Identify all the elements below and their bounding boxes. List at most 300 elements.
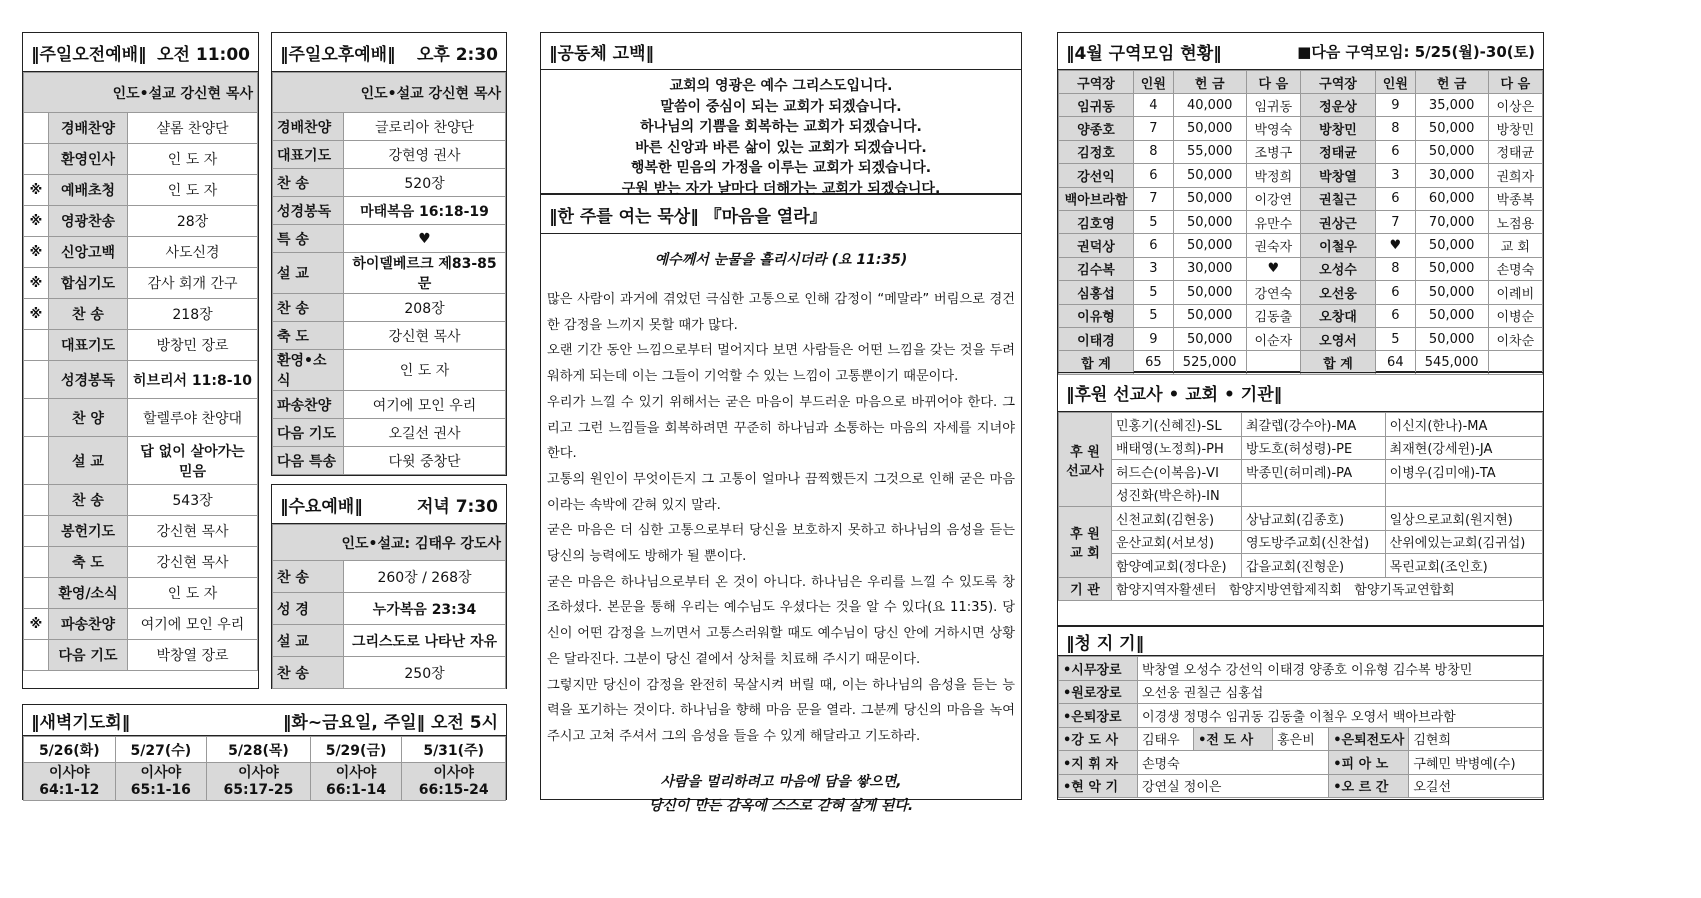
morning-row-value: 히브리서 11:8-10: [128, 361, 258, 399]
dawn-date: 5/28(목): [207, 737, 311, 763]
morning-row-label: 영광찬송: [49, 206, 128, 237]
mission-header: [1058, 372, 1543, 412]
afternoon-row: [273, 447, 506, 475]
district-cell: 이강연: [1246, 187, 1300, 210]
district-row: [1059, 164, 1543, 187]
mission-title: ‖후원 선교사 • 교회 • 기관‖: [1066, 384, 1283, 405]
district-cell: 권칠근: [1300, 187, 1375, 210]
morning-row-mark: ※: [24, 268, 49, 299]
wednesday-row-value: 누가복음 23:34: [344, 593, 506, 625]
afternoon-row-label: 다음 특송: [273, 447, 344, 475]
district-cell: 양종호: [1059, 117, 1134, 140]
confession-line: 하나님의 기쁨을 회복하는 교회가 되겠습니다.: [640, 119, 922, 135]
district-title: ‖4월 구역모임 현황‖: [1066, 43, 1222, 64]
afternoon-row: [273, 141, 506, 169]
district-column-header: 헌 금: [1415, 71, 1488, 94]
meditation-title: ‖한 주를 여는 묵상‖ 『마음을 열라』: [549, 206, 827, 227]
district-cell: 이차순: [1488, 327, 1542, 350]
staff-value: 오길선: [1409, 774, 1543, 798]
morning-row-mark: [24, 547, 49, 578]
morning-row: [24, 547, 258, 578]
district-column-header: 구역장: [1059, 71, 1134, 94]
afternoon-service-title: ‖주일오후예배‖: [280, 44, 396, 65]
district-cell: 오선웅: [1300, 281, 1375, 304]
staff-label: •전 도 사: [1194, 727, 1273, 751]
district-cell: 5: [1134, 304, 1174, 327]
confession-line: 교회의 영광은 예수 그리스도입니다.: [669, 78, 893, 94]
district-cell: 6: [1375, 140, 1415, 163]
meditation-panel: [540, 194, 1022, 814]
morning-row-label: 환영/소식: [49, 578, 128, 609]
afternoon-row-value: 208장: [344, 294, 506, 322]
morning-row: [24, 361, 258, 399]
morning-row: [24, 268, 258, 299]
dawn-verse: 65:17-25: [223, 781, 294, 798]
staff-value: 박창열 오성수 강선익 이태경 양종호 이유형 김수복 방창민: [1138, 657, 1543, 681]
dawn-date-row: [24, 737, 506, 763]
staff-value: 김현희: [1409, 727, 1543, 751]
afternoon-row-value: 다윗 중창단: [344, 447, 506, 475]
afternoon-service-panel: [271, 32, 507, 476]
afternoon-row: [273, 225, 506, 253]
staff-row: [1059, 774, 1543, 798]
morning-row-value: 인 도 자: [128, 144, 258, 175]
missionary-cell: 박종민(허미례)-PA: [1242, 460, 1386, 484]
district-row: [1059, 94, 1543, 117]
morning-row: [24, 299, 258, 330]
wednesday-row-label: 찬 송: [273, 657, 344, 689]
confession-line: 바른 신앙과 바른 삶이 있는 교회가 되겠습니다.: [635, 139, 927, 156]
wednesday-service-header: [272, 485, 506, 524]
morning-service-header: [23, 33, 258, 72]
morning-row-value: 할렐루야 찬양대: [128, 399, 258, 437]
confession-lines: [541, 70, 1021, 199]
dawn-book: 이사야: [48, 764, 90, 781]
morning-row-value: 여기에 모인 우리: [128, 609, 258, 640]
staff-panel: [1057, 626, 1544, 800]
district-cell: 50,000: [1415, 257, 1488, 280]
morning-row-mark: [24, 485, 49, 516]
district-cell: 이순자: [1246, 327, 1300, 350]
afternoon-row: [273, 391, 506, 419]
confession-title: ‖공동체 고백‖: [549, 43, 655, 64]
meditation-paragraph: 우리가 느낄 수 있기 위해서는 굳은 마음이 부드러운 마음으로 바뀌어야 한다. 그리고 그런 느낌들을 회복하려면 꾸준히 하나님과 소통하는 마음의 자세를 지녀야 한다.: [547, 394, 1015, 462]
district-column-header: 인원: [1134, 71, 1174, 94]
org-label: 기 관: [1059, 577, 1112, 601]
afternoon-row-label: 설 교: [273, 253, 344, 294]
district-header: [1058, 33, 1543, 70]
district-cell: 6: [1375, 304, 1415, 327]
wednesday-leader: 인도•설교: 김태우 강도사: [273, 525, 506, 561]
district-cell: 70,000: [1415, 210, 1488, 233]
afternoon-row-label: 파송찬양: [273, 391, 344, 419]
afternoon-row-label: 환영•소식: [273, 350, 344, 391]
district-cell: 김수복: [1059, 257, 1134, 280]
morning-row-label: 설 교: [49, 437, 128, 485]
wednesday-row-label: 찬 송: [273, 561, 344, 593]
wednesday-service-time: 저녁 7:30: [416, 496, 498, 517]
afternoon-row-label: 찬 송: [273, 169, 344, 197]
district-cell: 50,000: [1415, 117, 1488, 140]
org-list: 함양지역자활센터 함양지방연합제직회 함양기독교연합회: [1112, 577, 1543, 601]
district-cell: 50,000: [1173, 234, 1246, 257]
afternoon-row: [273, 253, 506, 294]
dawn-date: 5/31(주): [402, 737, 506, 763]
morning-row-label: 봉헌기도: [49, 516, 128, 547]
church-cell: 상남교회(김종호): [1242, 507, 1386, 531]
district-cell: 조병구: [1246, 140, 1300, 163]
confession-panel: [540, 32, 1022, 197]
dawn-reading: [24, 763, 116, 801]
dawn-verse: 66:1-14: [325, 781, 387, 798]
confession-line: 행복한 믿음의 가정을 이루는 교회가 되겠습니다.: [630, 160, 932, 176]
afternoon-row-label: 경배찬양: [273, 113, 344, 141]
district-cell: 방창민: [1488, 117, 1542, 140]
morning-row-value: 방창민 장로: [128, 330, 258, 361]
dawn-reading-row: [24, 763, 506, 801]
district-cell: 8: [1134, 140, 1174, 163]
missionary-row: [1059, 460, 1543, 484]
church-cell: 갑을교회(진형운): [1242, 554, 1386, 578]
staff-label: •오 르 간: [1329, 774, 1409, 798]
district-cell: 오성수: [1300, 257, 1375, 280]
morning-row-value: 감사 회개 간구: [128, 268, 258, 299]
missionary-row: [1059, 483, 1543, 507]
dawn-date: 5/27(수): [115, 737, 207, 763]
staff-header: [1058, 627, 1543, 656]
dawn-verse: 66:15-24: [418, 781, 489, 798]
district-cell: 김호영: [1059, 210, 1134, 233]
district-cell: 35,000: [1415, 94, 1488, 117]
afternoon-row: [273, 322, 506, 350]
staff-label: •은퇴장로: [1059, 704, 1138, 728]
dawn-verse: 64:1-12: [39, 781, 100, 798]
district-cell: 합 계: [1059, 351, 1134, 374]
district-cell: 50,000: [1415, 304, 1488, 327]
morning-row-mark: [24, 113, 49, 144]
morning-row: [24, 485, 258, 516]
morning-row: [24, 516, 258, 547]
district-cell: ♥: [1375, 234, 1415, 257]
dawn-date: 5/26(화): [24, 737, 116, 763]
staff-label: •지 휘 자: [1059, 751, 1138, 775]
dawn-book: 이사야: [238, 764, 279, 781]
afternoon-row-label: 다음 기도: [273, 419, 344, 447]
district-cell: 권숙자: [1246, 234, 1300, 257]
meditation-paragraph: 많은 사람이 과거에 겪었던 극심한 고통으로 인해 감정이 “메말라” 버림으로 경건한 감정을 느끼지 못할 때가 많다.: [547, 292, 1015, 333]
morning-row-mark: ※: [24, 237, 49, 268]
wednesday-row: [273, 625, 506, 657]
dawn-prayer-header: [23, 705, 506, 736]
district-cell: 방창민: [1300, 117, 1375, 140]
district-cell: 오영서: [1300, 327, 1375, 350]
morning-row-value: 543장: [128, 485, 258, 516]
afternoon-service-header: [272, 33, 506, 72]
district-cell: 40,000: [1173, 94, 1246, 117]
morning-row-mark: [24, 437, 49, 485]
district-cell: 정태균: [1300, 140, 1375, 163]
meditation-body: [541, 287, 1021, 750]
district-cell: 64: [1375, 351, 1415, 374]
missionary-cell: 방도호(허성령)-PE: [1242, 436, 1386, 460]
morning-row-mark: [24, 578, 49, 609]
missionary-cell: [1242, 483, 1386, 507]
meditation-paragraph: 그렇지만 당신이 감정을 완전히 묵살시켜 버릴 때, 이는 하나님의 음성을 듣는 능력을 포기하는 것이다. 하나님을 향해 마음 문을 열라. 그분께 당신의 마음을 녹여주시고 고쳐 주셔서 그의 음성을 들을 수 있게 해달라고 기도하라.: [547, 677, 1015, 744]
morning-row-value: 답 없이 살아가는 믿음: [128, 437, 258, 485]
dawn-book: 이사야: [335, 764, 377, 781]
district-row: [1059, 140, 1543, 163]
church-cell: 산위에있는교회(김귀섭): [1385, 530, 1542, 554]
church-row: [1059, 554, 1543, 578]
district-cell: 심홍섭: [1059, 281, 1134, 304]
district-row: [1059, 117, 1543, 140]
district-cell: 권덕상: [1059, 234, 1134, 257]
confession-header: [541, 33, 1021, 70]
church-cell: 신천교회(김현웅): [1112, 507, 1242, 531]
afternoon-row-value: ♥: [344, 225, 506, 253]
morning-row-mark: ※: [24, 609, 49, 640]
district-panel: [1057, 32, 1544, 372]
missionary-cell: 이병우(김미애)-TA: [1385, 460, 1542, 484]
district-cell: 9: [1375, 94, 1415, 117]
afternoon-row-label: 특 송: [273, 225, 344, 253]
district-row: [1059, 304, 1543, 327]
district-cell: 50,000: [1173, 304, 1246, 327]
afternoon-row-value: 520장: [344, 169, 506, 197]
district-column-header: 구역장: [1300, 71, 1375, 94]
morning-leader: 인도•설교 강신현 목사: [24, 73, 258, 113]
morning-row-mark: [24, 399, 49, 437]
morning-row-value: 박창열 장로: [128, 640, 258, 671]
staff-label: •시무장로: [1059, 657, 1138, 681]
district-cell: 박영숙: [1246, 117, 1300, 140]
staff-value: 이경생 정명수 임귀동 김동출 이철우 오영서 백아브라함: [1138, 704, 1543, 728]
afternoon-row: [273, 113, 506, 141]
district-cell: 정운상: [1300, 94, 1375, 117]
mission-table: [1058, 412, 1543, 601]
district-cell: 55,000: [1173, 140, 1246, 163]
district-cell: 6: [1134, 164, 1174, 187]
district-table: [1058, 70, 1543, 375]
missionary-row: [1059, 436, 1543, 460]
morning-row-label: 예배초청: [49, 175, 128, 206]
district-cell: 이상은: [1488, 94, 1542, 117]
district-cell: 강연숙: [1246, 281, 1300, 304]
morning-row: [24, 113, 258, 144]
district-cell: 노점용: [1488, 210, 1542, 233]
district-cell: 50,000: [1173, 327, 1246, 350]
afternoon-row-value: 마태복음 16:18-19: [344, 197, 506, 225]
district-cell: 50,000: [1173, 117, 1246, 140]
district-cell: 백아브라함: [1059, 187, 1134, 210]
district-cell: 유만수: [1246, 210, 1300, 233]
wednesday-row: [273, 593, 506, 625]
district-cell: 오창대: [1300, 304, 1375, 327]
missionary-cell: 이신지(한나)-MA: [1385, 413, 1542, 437]
morning-row: [24, 237, 258, 268]
district-cell: 6: [1375, 281, 1415, 304]
closing-line-2: 당신이 만든 감옥에 스스로 갇혀 살게 된다.: [648, 797, 914, 814]
morning-row-value: 사도신경: [128, 237, 258, 268]
district-column-header: 헌 금: [1173, 71, 1246, 94]
staff-row: [1059, 727, 1543, 751]
afternoon-service-time: 오후 2:30: [416, 44, 498, 65]
morning-row-label: 찬 송: [49, 485, 128, 516]
afternoon-row-label: 찬 송: [273, 294, 344, 322]
district-cell: 6: [1134, 234, 1174, 257]
confession-line: 말씀이 중심이 되는 교회가 되겠습니다.: [660, 98, 902, 115]
morning-service-panel: [22, 32, 259, 689]
afternoon-row-value: 강신현 목사: [344, 322, 506, 350]
morning-row-label: 축 도: [49, 547, 128, 578]
dawn-verse: 65:1-16: [130, 781, 191, 798]
morning-row-mark: [24, 144, 49, 175]
district-cell: ♥: [1246, 257, 1300, 280]
morning-row-label: 찬 양: [49, 399, 128, 437]
wednesday-row-label: 설 교: [273, 625, 344, 657]
district-cell: 5: [1134, 210, 1174, 233]
wednesday-order-table: [272, 524, 506, 689]
morning-row-value: 샬롬 찬양단: [128, 113, 258, 144]
dawn-prayer-time: ‖화~금요일, 주일‖ 오전 5시: [282, 712, 498, 733]
staff-value: 손명숙: [1138, 751, 1329, 775]
afternoon-leader: 인도•설교 강신현 목사: [273, 73, 506, 113]
morning-row: [24, 578, 258, 609]
district-cell: 7: [1375, 210, 1415, 233]
church-row: [1059, 507, 1543, 531]
morning-row-label: 경배찬양: [49, 113, 128, 144]
district-cell: 6: [1375, 187, 1415, 210]
district-cell: [1246, 351, 1300, 374]
church-row: [1059, 530, 1543, 554]
morning-row-label: 환영인사: [49, 144, 128, 175]
district-cell: 손명숙: [1488, 257, 1542, 280]
afternoon-row-value: 글로리아 찬양단: [344, 113, 506, 141]
morning-order-table: [23, 72, 258, 671]
dawn-reading: [310, 763, 402, 801]
district-cell: 7: [1134, 117, 1174, 140]
meditation-paragraph: 고통의 원인이 무엇이든지 그 고통이 얼마나 끔찍했든지 그것으로 인해 굳은 마음이라는 속박에 갇혀 있지 말라.: [547, 471, 1015, 513]
missionary-label: 후 원 선교사: [1059, 413, 1112, 507]
missionary-row: [1059, 413, 1543, 437]
district-row: [1059, 210, 1543, 233]
district-cell: [1488, 351, 1542, 374]
morning-row-value: 218장: [128, 299, 258, 330]
wednesday-row-label: 성 경: [273, 593, 344, 625]
district-cell: 박종복: [1488, 187, 1542, 210]
missionary-cell: 성진화(박은하)-IN: [1112, 483, 1242, 507]
district-cell: 4: [1134, 94, 1174, 117]
staff-row: [1059, 751, 1543, 775]
morning-row: [24, 330, 258, 361]
district-cell: 9: [1134, 327, 1174, 350]
district-cell: 이례비: [1488, 281, 1542, 304]
afternoon-row: [273, 419, 506, 447]
meditation-closing: [541, 770, 1021, 818]
morning-row-value: 강신현 목사: [128, 516, 258, 547]
afternoon-row-value: 여기에 모인 우리: [344, 391, 506, 419]
dawn-date: 5/29(금): [310, 737, 402, 763]
wednesday-row-value: 250장: [344, 657, 506, 689]
morning-row-label: 성경봉독: [49, 361, 128, 399]
closing-line-1: 사람을 멀리하려고 마음에 담을 쌓으면,: [660, 773, 902, 790]
district-cell: 3: [1375, 164, 1415, 187]
staff-row: [1059, 657, 1543, 681]
morning-row: [24, 206, 258, 237]
morning-row: [24, 399, 258, 437]
missionary-cell: [1385, 483, 1542, 507]
morning-row-mark: [24, 361, 49, 399]
district-cell: 50,000: [1415, 234, 1488, 257]
staff-title: ‖청 지 기‖: [1066, 633, 1145, 654]
morning-row: [24, 175, 258, 206]
afternoon-row: [273, 169, 506, 197]
morning-row-label: 다음 기도: [49, 640, 128, 671]
district-cell: 30,000: [1173, 257, 1246, 280]
district-cell: 545,000: [1415, 351, 1488, 374]
missionary-cell: 민홍기(신혜진)-SL: [1112, 413, 1242, 437]
meditation-paragraph: 오랜 기간 동안 느낌으로부터 멀어지다 보면 사람들은 어떤 느낌을 갖는 것을 두려워하게 되는데 이는 그들이 기억할 수 있는 느낌이 고통뿐이기 때문이다.: [547, 343, 1015, 385]
afternoon-row-label: 축 도: [273, 322, 344, 350]
dawn-prayer-table: [23, 736, 506, 801]
morning-service-time: 오전 11:00: [157, 44, 250, 65]
morning-row-label: 대표기도: [49, 330, 128, 361]
district-cell: 65: [1134, 351, 1174, 374]
district-cell: 임귀동: [1059, 94, 1134, 117]
wednesday-row: [273, 657, 506, 689]
district-cell: 박정희: [1246, 164, 1300, 187]
mission-panel: [1057, 372, 1544, 626]
district-cell: 김동출: [1246, 304, 1300, 327]
district-cell: 합 계: [1300, 351, 1375, 374]
district-cell: 50,000: [1415, 327, 1488, 350]
staff-label: •강 도 사: [1059, 727, 1138, 751]
missionary-cell: 허드슨(이복음)-VI: [1112, 460, 1242, 484]
church-cell: 목린교회(조인호): [1385, 554, 1542, 578]
morning-row-mark: [24, 640, 49, 671]
district-cell: 30,000: [1415, 164, 1488, 187]
dawn-book: 이사야: [433, 764, 474, 781]
morning-row: [24, 640, 258, 671]
staff-value: 강연실 정이은: [1138, 774, 1329, 798]
dawn-book: 이사야: [140, 764, 182, 781]
staff-row: [1059, 680, 1543, 704]
morning-row-mark: ※: [24, 175, 49, 206]
district-cell: 이병순: [1488, 304, 1542, 327]
district-column-header: 다 음: [1488, 71, 1542, 94]
staff-label: •피 아 노: [1329, 751, 1409, 775]
church-cell: 일상으로교회(원지현): [1385, 507, 1542, 531]
afternoon-row-value: 인 도 자: [344, 350, 506, 391]
afternoon-row: [273, 350, 506, 391]
district-cell: 교 회: [1488, 234, 1542, 257]
confession-line: 구원 받는 자가 날마다 더해가는 교회가 되겠습니다.: [621, 180, 941, 197]
district-row: [1059, 234, 1543, 257]
morning-row-value: 강신현 목사: [128, 547, 258, 578]
morning-row-label: 신앙고백: [49, 237, 128, 268]
staff-value: 구혜민 박병예(수): [1409, 751, 1543, 775]
dawn-reading: [207, 763, 311, 801]
district-cell: 이철우: [1300, 234, 1375, 257]
district-cell: 3: [1134, 257, 1174, 280]
missionary-cell: 최갈렙(강수아)-MA: [1242, 413, 1386, 437]
wednesday-service-panel: [271, 484, 507, 689]
district-cell: 임귀동: [1246, 94, 1300, 117]
district-cell: 525,000: [1173, 351, 1246, 374]
missionary-cell: 최재현(강세윈)-JA: [1385, 436, 1542, 460]
district-cell: 김정호: [1059, 140, 1134, 163]
district-row: [1059, 187, 1543, 210]
